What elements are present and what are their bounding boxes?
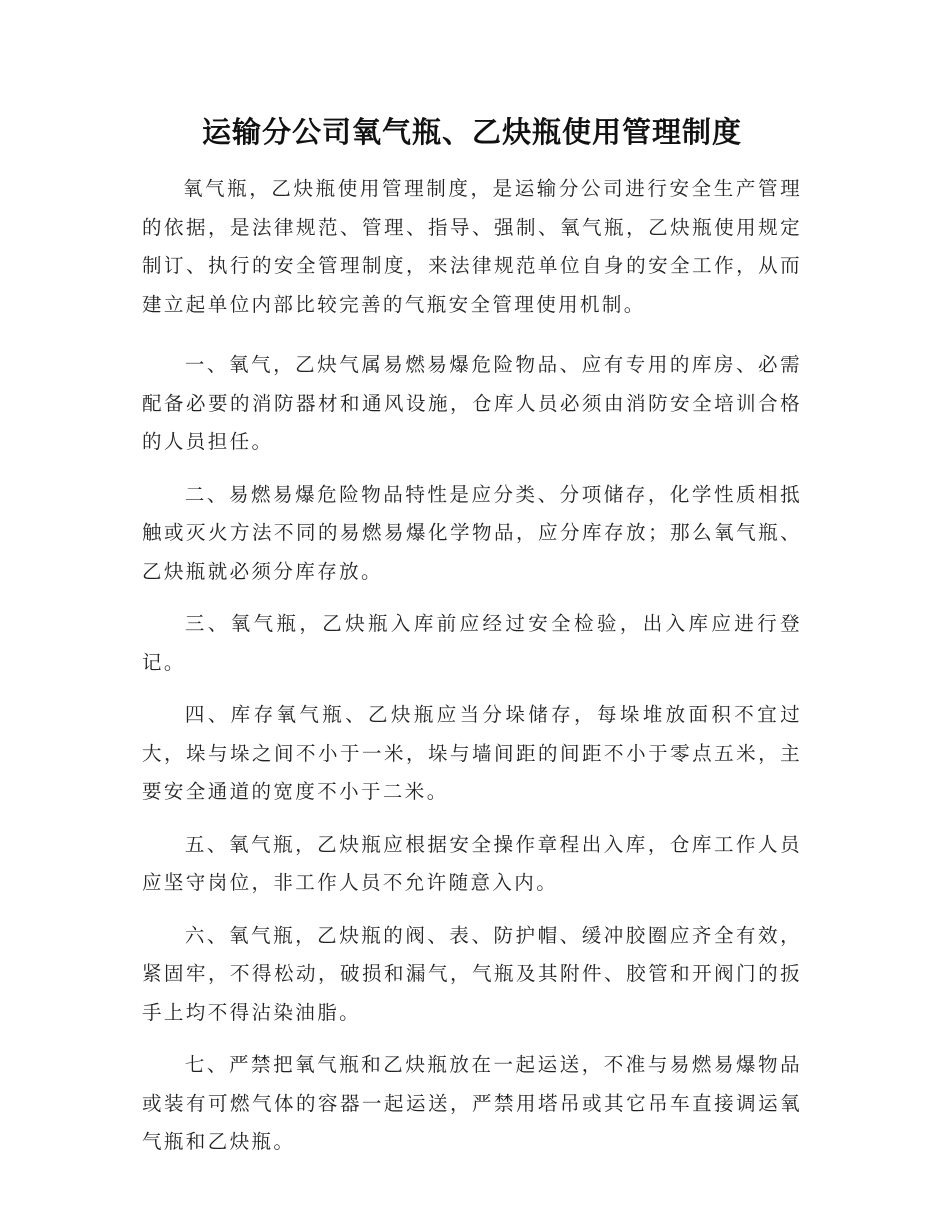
clause-3: 三、氧气瓶，乙炔瓶入库前应经过安全检验，出入库应进行登记。	[142, 612, 802, 674]
document-title: 运输分公司氧气瓶、乙炔瓶使用管理制度	[201, 115, 742, 149]
clause-7: 七、严禁把氧气瓶和乙炔瓶放在一起运送，不准与易燃易爆物品或装有可燃气体的容器一起运送，严禁用塔吊或其它吊车直接调运氧气瓶和乙炔瓶。	[142, 1053, 802, 1153]
clause-6: 六、氧气瓶，乙炔瓶的阀、表、防护帽、缓冲胶圈应齐全有效，紧固牢，不得松动，破损和漏气，气瓶及其附件、胶管和开阀门的扳手上均不得沾染油脂。	[142, 923, 802, 1024]
clause-2: 二、易燃易爆危险物品特性是应分类、分项储存，化学性质相抵触或灭火方法不同的易燃易爆化学物品，应分库存放；那么氧气瓶、乙炔瓶就必须分库存放。	[142, 482, 802, 583]
intro-paragraph: 氧气瓶，乙炔瓶使用管理制度，是运输分公司进行安全生产管理的依据，是法律规范、管理、指导、强制、氧气瓶，乙炔瓶使用规定制订、执行的安全管理制度，来法律规范单位自身的安全工作，从而建立起单位内部比较完善的气瓶安全管理使用机制。	[142, 177, 802, 316]
clause-4: 四、库存氧气瓶、乙炔瓶应当分垛储存，每垛堆放面积不宜过大，垛与垛之间不小于一米，垛与墙间距的间距不小于零点五米，主要安全通道的宽度不小于二米。	[142, 703, 802, 803]
clause-1: 一、氧气，乙炔气属易燃易爆危险物品、应有专用的库房、必需配备必要的消防器材和通风设施，仓库人员必须由消防安全培训合格的人员担任。	[142, 353, 802, 453]
clause-5: 五、氧气瓶，乙炔瓶应根据安全操作章程出入库，仓库工作人员应坚守岗位，非工作人员不允许随意入内。	[142, 832, 802, 894]
